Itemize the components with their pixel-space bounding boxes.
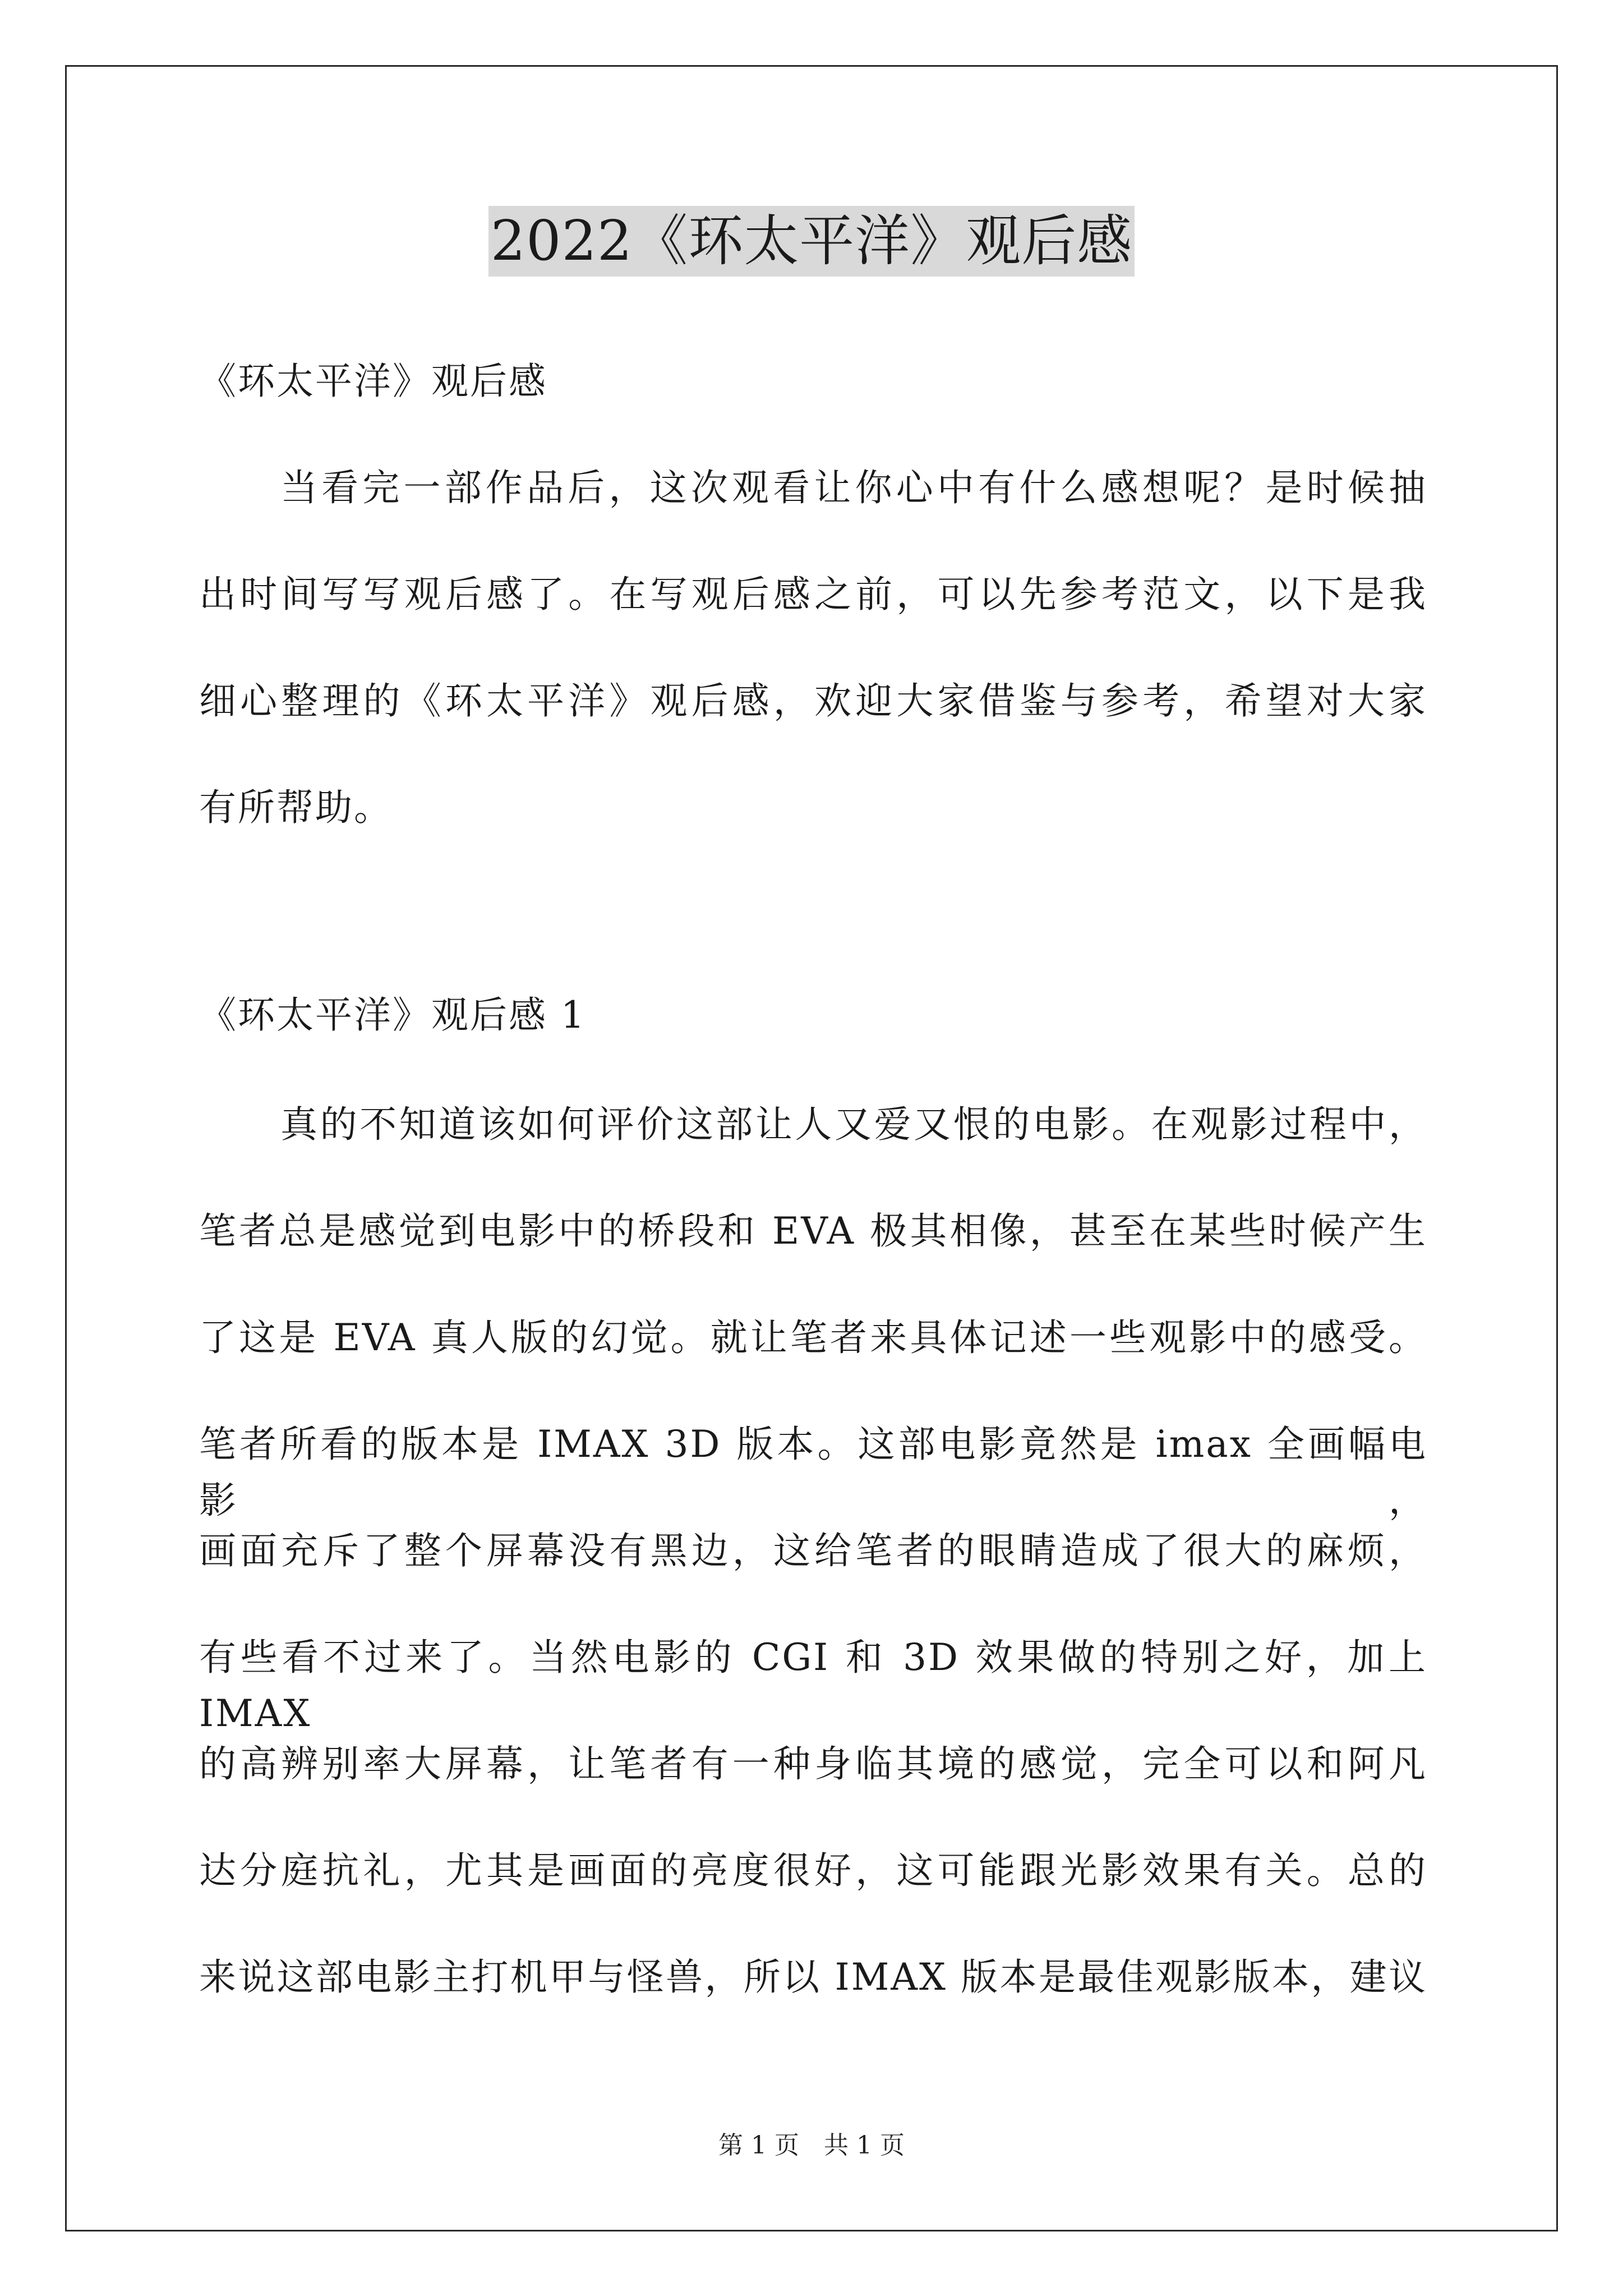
body-line-1: 真的不知道该如何评价这部让人又爱又恨的电影。在观影过程中， bbox=[280, 1103, 1427, 1146]
body-line-2: 笔者总是感觉到电影中的桥段和 EVA 极其相像，甚至在某些时候产生 bbox=[199, 1209, 1427, 1253]
body-line-8: 达分庭抗礼，尤其是画面的亮度很好，这可能跟光影效果有关。总的 bbox=[199, 1849, 1427, 1892]
intro-line-1: 当看完一部作品后，这次观看让你心中有什么感想呢？是时候抽 bbox=[280, 466, 1427, 509]
body-line-3: 了这是 EVA 真人版的幻觉。就让笔者来具体记述一些观影中的感受。 bbox=[199, 1316, 1427, 1359]
body-line-7: 的高辨别率大屏幕，让笔者有一种身临其境的感觉，完全可以和阿凡 bbox=[199, 1742, 1427, 1786]
body-line-6: 有些看不过来了。当然电影的 CGI 和 3D 效果做的特别之好，加上 IMAX bbox=[199, 1636, 1427, 1735]
intro-line-3: 细心整理的《环太平洋》观后感，欢迎大家借鉴与参考，希望对大家 bbox=[199, 679, 1427, 723]
intro-line-4: 有所帮助。 bbox=[199, 786, 393, 829]
section-heading: 《环太平洋》观后感 1 bbox=[199, 993, 586, 1037]
body-line-9: 来说这部电影主打机甲与怪兽，所以 IMAX 版本是最佳观影版本，建议 bbox=[199, 1955, 1427, 1999]
subtitle: 《环太平洋》观后感 bbox=[199, 360, 547, 403]
body-line-5: 画面充斥了整个屏幕没有黑边，这给笔者的眼睛造成了很大的麻烦， bbox=[199, 1529, 1427, 1572]
body-line-4: 笔者所看的版本是 IMAX 3D 版本。这部电影竟然是 imax 全画幅电影， bbox=[199, 1423, 1427, 1522]
document-title: 2022《环太平洋》观后感 bbox=[0, 202, 1623, 280]
page-number-footer: 第 1 页 共 1 页 bbox=[718, 2131, 905, 2160]
intro-line-2: 出时间写写观后感了。在写观后感之前，可以先参考范文，以下是我 bbox=[199, 573, 1427, 616]
